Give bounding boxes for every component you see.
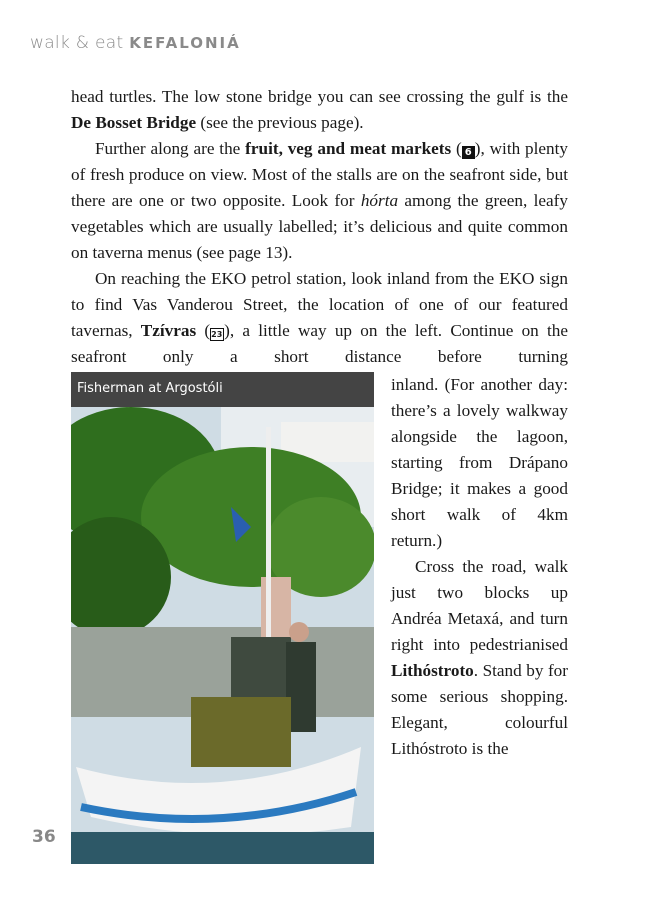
text-run: On reaching the EKO petrol station, look inland from the EKO sign to find Vas Vanderou Street, the location of one of our featured tavernas, xyxy=(71,269,568,340)
text-run: Cross the road, walk just two blocks up Andréa Metaxá, and turn right into pedestrianised xyxy=(391,557,568,654)
text-run: ), a little way up on the left. Continue on the seafront only a short distance before turning xyxy=(71,321,568,366)
figure-row xyxy=(71,372,568,864)
paragraph xyxy=(71,266,568,370)
header-prefix: walk & eat xyxy=(30,33,130,53)
text-run: ( xyxy=(451,139,462,158)
paragraph xyxy=(391,372,568,554)
map-marker-23: 23 xyxy=(211,330,223,339)
side-column xyxy=(391,372,568,762)
italic-text: hórta xyxy=(360,191,399,210)
text-run: among the green, leafy vegetables which are usually labelled; it’s delicious and quite common on taverna menus (see page 13). xyxy=(71,191,569,262)
bold-text: Lithóstroto xyxy=(391,661,474,680)
paragraph xyxy=(71,136,568,266)
body-text xyxy=(71,84,568,864)
page-number: 36 xyxy=(32,827,56,847)
map-marker-6: 6 xyxy=(462,146,475,159)
text-run: . Stand by for some serious shopping. Elegant, colourful Lithóstroto is the xyxy=(391,661,568,758)
photo-figure xyxy=(71,372,374,864)
photo-fisherman xyxy=(71,407,374,864)
text-run: (see the previous page). xyxy=(196,113,364,132)
bold-text: Tzívras xyxy=(140,321,197,340)
running-header xyxy=(30,32,241,54)
text-run: ), with plenty of fresh produce on view. Most of the stalls are on the seafront side, but there are one or two opposite. Look for xyxy=(71,139,568,210)
text-run: inland. (For another day: there’s a lovely walkway alongside the lagoon, starting from Drápano Bridge; it makes a good short walk of 4km return.) xyxy=(391,375,568,550)
header-title: KEFALONIÁ xyxy=(129,34,241,52)
text-run: ( xyxy=(196,321,211,340)
paragraph xyxy=(71,84,568,136)
bold-text: De Bosset Bridge xyxy=(71,113,197,132)
text-run: head turtles. The low stone bridge you can see crossing the gulf is the xyxy=(71,87,568,106)
bold-text: fruit, veg and meat markets xyxy=(245,139,452,158)
text-run: Further along are the xyxy=(95,139,246,158)
paragraph xyxy=(391,554,568,762)
photo-caption: Fisherman at Argostóli xyxy=(71,372,374,407)
